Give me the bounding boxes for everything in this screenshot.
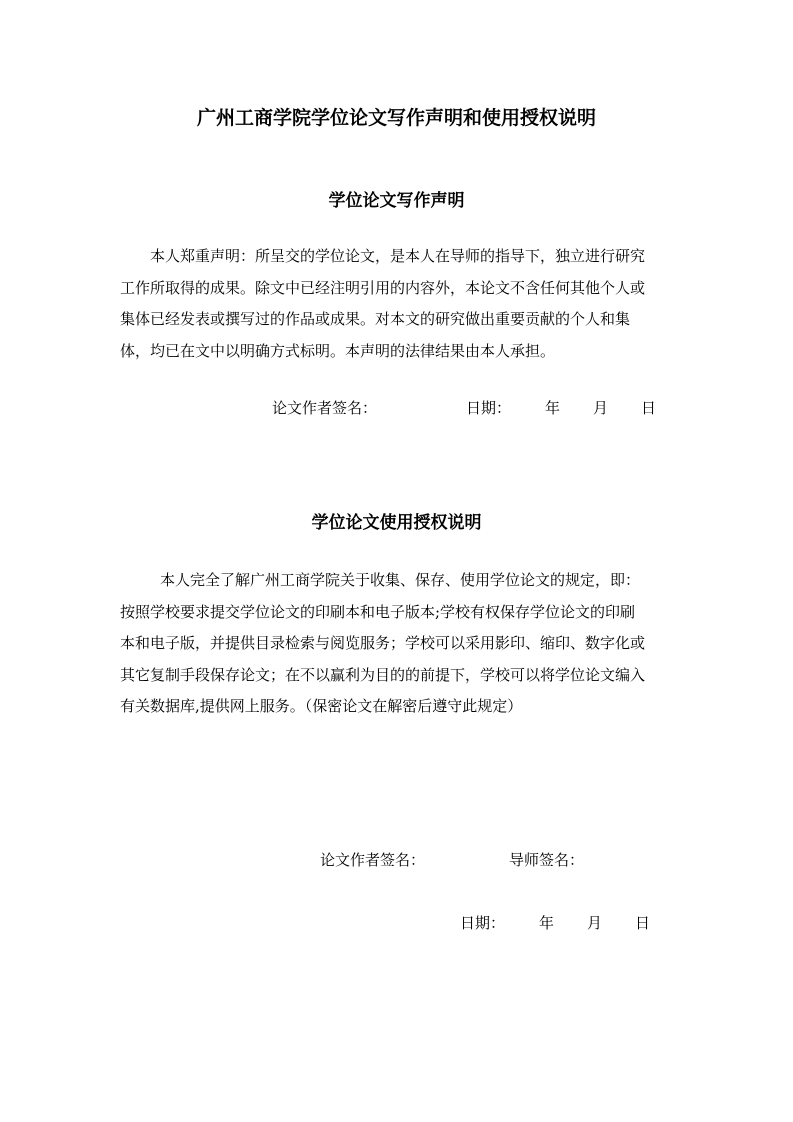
authorization-line: 按照学校要求提交学位论文的印刷本和电子版本;学校有权保存学位论文的印刷 — [120, 602, 636, 621]
authorization-line: 其它复制手段保存论文；在不以赢利为目的的前提下，学校可以将学位论文编入 — [120, 665, 646, 684]
declaration-line: 工作所取得的成果。除文中已经注明引用的内容外，本论文不含任何其他个人或 — [120, 278, 646, 297]
declaration-heading: 学位论文写作声明 — [328, 191, 465, 211]
authorization-heading: 学位论文使用授权说明 — [311, 513, 482, 533]
declaration-line: 本人郑重声明：所呈交的学位论文，是本人在导师的指导下，独立进行研究 — [150, 247, 646, 265]
authorization-supervisor-signature-label: 导师签名： — [509, 851, 585, 869]
authorization-date-label: 日期： — [460, 914, 506, 932]
authorization-paragraph — [120, 565, 680, 723]
authorization-year-label: 年 — [539, 914, 555, 932]
declaration-month-label: 月 — [593, 399, 609, 417]
declaration-day-label: 日 — [641, 399, 657, 417]
authorization-author-signature-label: 论文作者签名： — [320, 851, 426, 869]
declaration-author-signature-label: 论文作者签名： — [272, 399, 378, 417]
authorization-line: 有关数据库,提供网上服务。（保密论文在解密后遵守此规定） — [120, 697, 523, 715]
authorization-line: 本人完全了解广州工商学院关于收集、保存、使用学位论文的规定，即： — [160, 571, 641, 589]
declaration-year-label: 年 — [545, 399, 561, 417]
declaration-line: 体，均已在文中以明确方式标明。本声明的法律结果由本人承担。 — [120, 341, 556, 360]
declaration-line: 集体已经发表或撰写过的作品或成果。对本文的研究做出重要贡献的个人和集 — [120, 310, 631, 328]
authorization-month-label: 月 — [587, 914, 603, 932]
authorization-line: 本和电子版，并提供目录检索与阅览服务；学校可以采用影印、缩印、数字化或 — [120, 634, 646, 652]
document-title: 广州工商学院学位论文写作声明和使用授权说明 — [196, 107, 596, 129]
declaration-paragraph — [120, 241, 680, 367]
declaration-date-label: 日期： — [466, 399, 512, 417]
authorization-day-label: 日 — [635, 914, 651, 932]
